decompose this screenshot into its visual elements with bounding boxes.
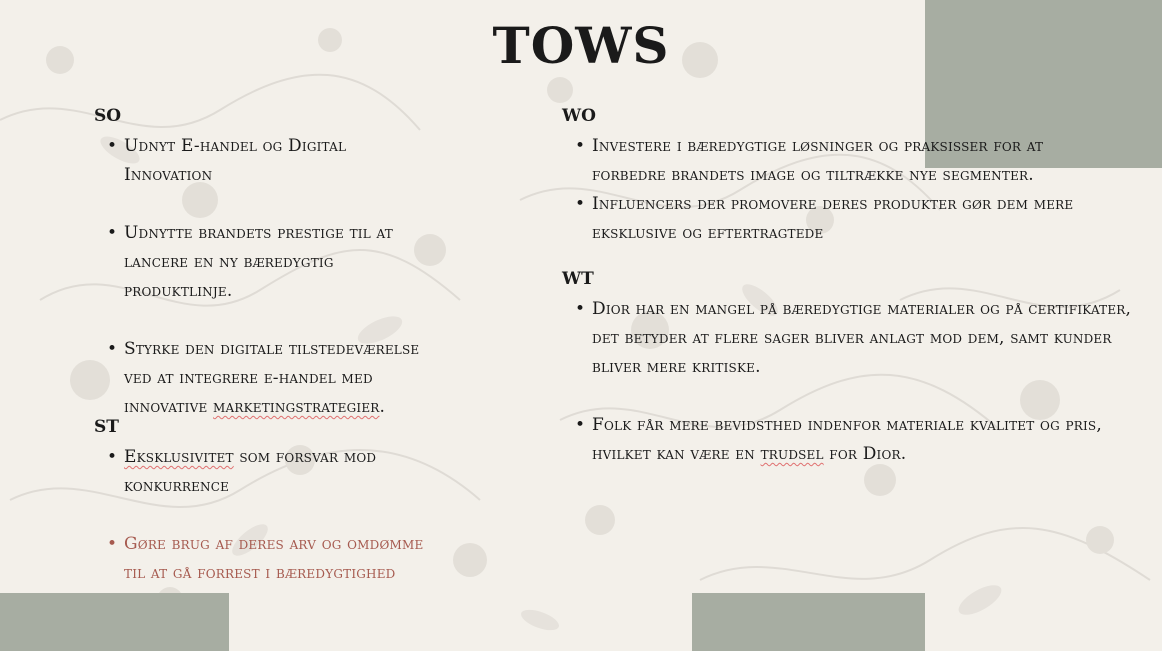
list-item-text: for Dior. xyxy=(823,444,907,464)
decorative-block-bottom-center xyxy=(692,593,925,651)
list-item: • Udnyt E-handel og Digital Innovation xyxy=(95,132,440,190)
list-item: • Udnytte brandets prestige til at lancere en ny bæredygtig produktlinje. xyxy=(95,219,440,306)
list-item xyxy=(95,335,440,422)
list-item xyxy=(95,443,425,501)
spellcheck-word: Eksklusivitet xyxy=(124,447,234,467)
list-item-text: som forsvar mod konkurrence xyxy=(124,447,377,496)
list-item: • Dior har en mangel på bæredygtige materialer og på certifikater, det betyder at flere sager bliver anlagt mod dem, samt kunder bliver mere kritiske. xyxy=(563,295,1138,382)
st-list xyxy=(95,443,425,588)
list-item xyxy=(563,411,1138,469)
list-item-text: Folk får mere bevidsthed indenfor materiale kvalitet og pris, hvilket kan være en xyxy=(592,415,1102,464)
section-label-wo: WO xyxy=(562,106,596,126)
spellcheck-word: trudsel xyxy=(760,444,824,464)
section-label-so: SO xyxy=(94,106,122,126)
list-item: • Investere i bæredygtige løsninger og praksisser for at forbedre brandets image og tiltrække nye segmenter. xyxy=(563,132,1108,190)
list-item-punctuation: . xyxy=(379,397,386,417)
list-item: • Influencers der promovere deres produkter gør dem mere eksklusive og eftertragtede xyxy=(563,190,1108,248)
wt-list xyxy=(563,295,1138,469)
slide-title: TOWS xyxy=(492,16,670,75)
wo-list xyxy=(563,132,1108,248)
section-label-wt: WT xyxy=(562,269,594,289)
decorative-block-bottom-left xyxy=(0,593,229,651)
so-list xyxy=(95,132,440,422)
section-label-st: ST xyxy=(94,417,119,437)
spellcheck-word: marketingstrategier xyxy=(213,397,380,417)
list-item-highlighted: • Gøre brug af deres arv og omdømme til at gå forrest i bæredygtighed xyxy=(95,530,425,588)
list-item-text: Styrke den digitale tilstedeværelse ved at integrere e-handel med innovative xyxy=(124,339,420,417)
